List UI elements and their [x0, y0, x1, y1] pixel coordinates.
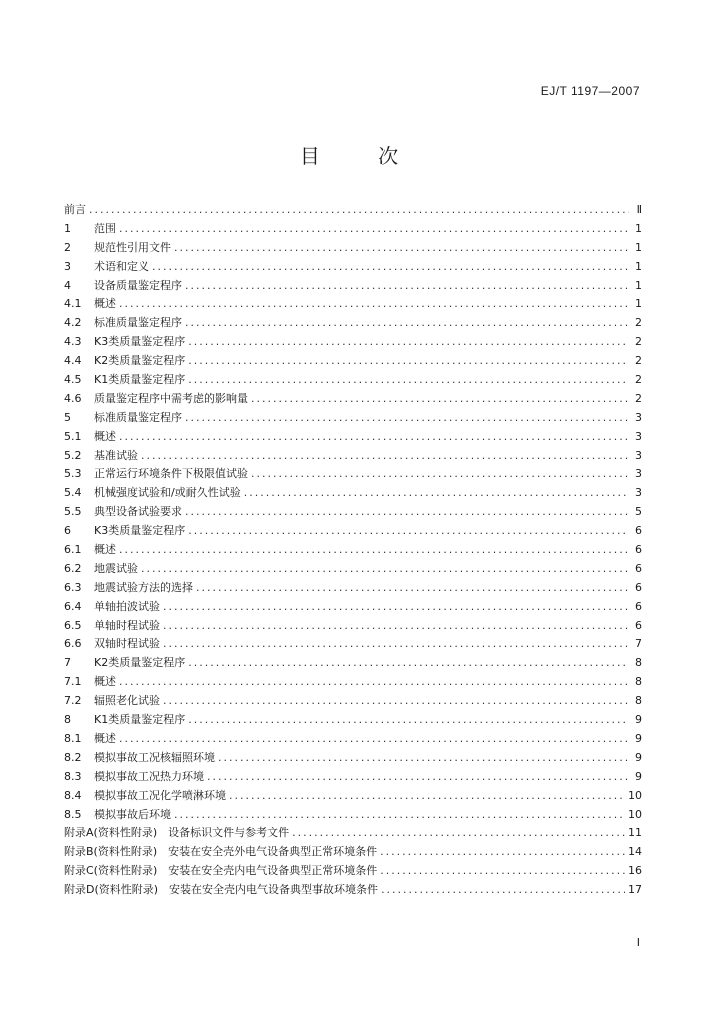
toc-entry-page: 6 — [635, 524, 642, 538]
toc-entry-page: 17 — [628, 883, 642, 897]
toc-entry-title: 模拟事故工况核辐照环境 — [94, 750, 215, 764]
toc-entry-page: 2 — [635, 316, 642, 330]
toc-leader-dots — [185, 277, 629, 296]
toc-entry-title: K1类质量鉴定程序 — [94, 713, 186, 727]
toc-leader-dots — [381, 881, 625, 900]
toc-entry[interactable] — [64, 711, 642, 730]
toc-leader-dots — [119, 220, 629, 239]
toc-entry[interactable] — [64, 522, 642, 541]
toc-entry-number: 5.3 — [64, 467, 82, 481]
toc-leader-dots — [163, 635, 629, 654]
toc-entry-page: 3 — [635, 467, 642, 481]
toc-leader-dots — [251, 465, 629, 484]
toc-entry-title: 单轴时程试验 — [94, 618, 160, 632]
toc-leader-dots — [163, 617, 629, 636]
toc-entry-title: 标准质量鉴定程序 — [94, 316, 182, 330]
toc-entry-number: 4.2 — [64, 316, 82, 330]
toc-entry-title: 设备质量鉴定程序 — [94, 278, 182, 292]
toc-entry-title: 地震试验方法的选择 — [94, 580, 193, 594]
toc-entry[interactable] — [64, 333, 642, 352]
toc-entry-number: 8.3 — [64, 769, 82, 783]
toc-entry[interactable] — [64, 277, 642, 296]
toc-entry-title: 附录A(资料性附录) 设备标识文件与参考文件 — [64, 826, 290, 840]
toc-leader-dots — [292, 824, 625, 843]
toc-entry-title: 概述 — [94, 297, 116, 311]
toc-entry-number: 2 — [64, 240, 71, 254]
toc-entry-page: 5 — [635, 505, 642, 519]
toc-entry-number: 5.4 — [64, 486, 82, 500]
toc-entry-title: 概述 — [94, 675, 116, 689]
toc-leader-dots — [119, 673, 629, 692]
toc-entry-title: 单轴拍波试验 — [94, 599, 160, 613]
toc-entry[interactable] — [64, 428, 642, 447]
toc-entry[interactable] — [64, 617, 642, 636]
toc-entry[interactable] — [64, 201, 642, 220]
toc-leader-dots — [119, 428, 629, 447]
toc-entry[interactable] — [64, 673, 642, 692]
toc-entry-title: K3类质量鉴定程序 — [94, 524, 186, 538]
toc-entry-page: 8 — [635, 675, 642, 689]
toc-entry-title: 范围 — [94, 221, 116, 235]
toc-entry[interactable] — [64, 239, 642, 258]
toc-entry-number: 4.1 — [64, 297, 82, 311]
toc-entry-number: 4.5 — [64, 373, 82, 387]
toc-leader-dots — [380, 862, 625, 881]
toc-entry[interactable] — [64, 503, 642, 522]
toc-leader-dots — [188, 522, 629, 541]
toc-leader-dots — [188, 654, 629, 673]
toc-entry-number: 8.1 — [64, 731, 82, 745]
toc-entry-page: 6 — [635, 580, 642, 594]
toc-entry-number: 5.5 — [64, 505, 82, 519]
toc-entry-number: 8.2 — [64, 750, 82, 764]
toc-entry-title: 地震试验 — [94, 561, 138, 575]
toc-entry-number: 7.1 — [64, 675, 82, 689]
toc-entry-number: 7.2 — [64, 694, 82, 708]
toc-entry-title: 模拟事故工况化学喷淋环境 — [94, 788, 226, 802]
toc-leader-dots — [119, 541, 629, 560]
toc-entry[interactable] — [64, 295, 642, 314]
toc-entry-page: 3 — [635, 486, 642, 500]
toc-leader-dots — [185, 503, 629, 522]
toc-entry[interactable] — [64, 768, 642, 787]
toc-leader-dots — [229, 787, 625, 806]
toc-leader-dots — [174, 806, 625, 825]
toc-entry-page: 1 — [635, 259, 642, 273]
toc-entry-page: 9 — [635, 750, 642, 764]
toc-leader-dots — [188, 371, 629, 390]
toc-leader-dots — [188, 352, 629, 371]
toc-entry-page: 2 — [635, 354, 642, 368]
toc-leader-dots — [141, 447, 629, 466]
toc-leader-dots — [152, 258, 629, 277]
page-title: 目 次 — [299, 144, 425, 168]
toc-entry-number: 6.5 — [64, 618, 82, 632]
toc-entry[interactable] — [64, 843, 642, 862]
toc-entry[interactable] — [64, 598, 642, 617]
toc-entry-number: 6.2 — [64, 561, 82, 575]
toc-entry-title: 模拟事故工况热力环境 — [94, 769, 204, 783]
toc-entry-page: 1 — [635, 221, 642, 235]
toc-leader-dots — [119, 730, 629, 749]
toc-entry[interactable] — [64, 220, 642, 239]
toc-entry-title: 双轴时程试验 — [94, 637, 160, 651]
toc-entry-page: 1 — [635, 278, 642, 292]
toc-entry[interactable] — [64, 314, 642, 333]
toc-entry[interactable] — [64, 635, 642, 654]
toc-entry-title: 质量鉴定程序中需考虑的影响量 — [94, 391, 248, 405]
toc-entry[interactable] — [64, 409, 642, 428]
toc-entry-title: 概述 — [94, 543, 116, 557]
toc-entry-number: 5.2 — [64, 448, 82, 462]
toc-entry[interactable] — [64, 806, 642, 825]
toc-entry[interactable] — [64, 258, 642, 277]
toc-entry-number: 8.5 — [64, 807, 82, 821]
toc-leader-dots — [163, 692, 629, 711]
toc-entry-title: 概述 — [94, 429, 116, 443]
toc-entry-number: 4.4 — [64, 354, 82, 368]
toc-entry[interactable] — [64, 352, 642, 371]
toc-entry-page: 3 — [635, 429, 642, 443]
toc-entry-number: 8.4 — [64, 788, 82, 802]
toc-leader-dots — [141, 560, 629, 579]
toc-entry[interactable] — [64, 560, 642, 579]
toc-entry[interactable] — [64, 371, 642, 390]
page-number: Ⅰ — [636, 937, 640, 949]
toc-entry-page: 14 — [628, 845, 642, 859]
toc-entry[interactable] — [64, 824, 642, 843]
toc-entry[interactable] — [64, 447, 642, 466]
toc-entry-number: 5 — [64, 410, 71, 424]
toc-entry-number: 6.1 — [64, 543, 82, 557]
toc-entry-number: 6.6 — [64, 637, 82, 651]
toc-entry-page: 9 — [635, 731, 642, 745]
toc-entry-title: 标准质量鉴定程序 — [94, 410, 182, 424]
toc-entry-page: 11 — [628, 826, 642, 840]
toc-entry-title: 术语和定义 — [94, 259, 149, 273]
toc-entry-number: 5.1 — [64, 429, 82, 443]
toc-entry-title: 附录C(资料性附录) 安装在安全壳内电气设备典型正常环境条件 — [64, 864, 378, 878]
toc-entry[interactable] — [64, 862, 642, 881]
toc-leader-dots — [244, 484, 629, 503]
toc-entry[interactable] — [64, 787, 642, 806]
toc-entry[interactable] — [64, 465, 642, 484]
toc-entry-page: 6 — [635, 599, 642, 613]
toc-leader-dots — [196, 579, 629, 598]
toc-entry-number: 6.3 — [64, 580, 82, 594]
toc-entry-page: 2 — [635, 391, 642, 405]
toc-entry[interactable] — [64, 692, 642, 711]
toc-entry-number: 4 — [64, 278, 71, 292]
toc-entry-number: 7 — [64, 656, 71, 670]
toc-entry-page: 9 — [635, 713, 642, 727]
toc-entry-number: 4.3 — [64, 335, 82, 349]
toc-entry[interactable] — [64, 730, 642, 749]
toc-entry-page: 1 — [635, 297, 642, 311]
toc-entry-title: K2类质量鉴定程序 — [94, 354, 186, 368]
toc-leader-dots — [119, 295, 629, 314]
toc-entry-title: 概述 — [94, 731, 116, 745]
toc-entry[interactable] — [64, 749, 642, 768]
toc-entry-number: 3 — [64, 259, 71, 273]
toc-leader-dots — [207, 768, 629, 787]
toc-leader-dots — [174, 239, 629, 258]
toc-leader-dots — [163, 598, 629, 617]
toc-entry-title: K3类质量鉴定程序 — [94, 335, 186, 349]
document-code: EJ/T 1197—2007 — [540, 84, 640, 98]
toc-leader-dots — [218, 749, 629, 768]
toc-entry-page: 6 — [635, 543, 642, 557]
toc-entry-page: 9 — [635, 769, 642, 783]
toc-entry-page: 16 — [628, 864, 642, 878]
toc-entry-title: K2类质量鉴定程序 — [94, 656, 186, 670]
toc-entry-page: 8 — [635, 694, 642, 708]
toc-entry-title: 附录B(资料性附录) 安装在安全壳外电气设备典型正常环境条件 — [64, 845, 378, 859]
toc-entry-title: 规范性引用文件 — [94, 240, 171, 254]
toc-entry-title: 基准试验 — [94, 448, 138, 462]
toc-entry-number: 4.6 — [64, 391, 82, 405]
toc-entry-page: 6 — [635, 618, 642, 632]
toc-entry-page: 10 — [628, 788, 642, 802]
toc-entry-title: 机械强度试验和/或耐久性试验 — [94, 486, 241, 500]
toc-entry-title: K1类质量鉴定程序 — [94, 373, 186, 387]
toc-entry-title: 正常运行环境条件下极限值试验 — [94, 467, 248, 481]
toc-entry-title: 辐照老化试验 — [94, 694, 160, 708]
toc-entry-number: 8 — [64, 713, 71, 727]
toc-leader-dots — [380, 843, 625, 862]
toc-entry-number: 1 — [64, 221, 71, 235]
toc-entry-title: 模拟事故后环境 — [94, 807, 171, 821]
toc-entry[interactable] — [64, 654, 642, 673]
toc-entry-page: 1 — [635, 240, 642, 254]
toc-entry[interactable] — [64, 390, 642, 409]
toc-entry-number: 6 — [64, 524, 71, 538]
toc-entry[interactable] — [64, 541, 642, 560]
toc-entry-page: Ⅱ — [636, 203, 642, 216]
toc-entry[interactable] — [64, 484, 642, 503]
toc-entry[interactable] — [64, 579, 642, 598]
toc-entry-title: 附录D(资料性附录) 安装在安全壳内电气设备典型事故环境条件 — [64, 883, 379, 897]
toc-entry[interactable] — [64, 881, 642, 900]
toc-entry-page: 8 — [635, 656, 642, 670]
toc-entry-number: 6.4 — [64, 599, 82, 613]
toc-leader-dots — [251, 390, 629, 409]
toc-leader-dots — [185, 314, 629, 333]
toc-entry-page: 2 — [635, 373, 642, 387]
toc-leader-dots — [89, 201, 629, 220]
toc-entry-page: 6 — [635, 561, 642, 575]
toc-entry-page: 3 — [635, 448, 642, 462]
toc-entry-title: 典型设备试验要求 — [94, 505, 182, 519]
toc-entry-page: 7 — [635, 637, 642, 651]
toc-leader-dots — [188, 711, 629, 730]
toc-entry-page: 2 — [635, 335, 642, 349]
toc-leader-dots — [188, 333, 629, 352]
table-of-contents — [64, 201, 642, 900]
toc-leader-dots — [185, 409, 629, 428]
toc-entry-page: 10 — [628, 807, 642, 821]
toc-entry-page: 3 — [635, 410, 642, 424]
toc-entry-title: 前言 — [64, 203, 86, 216]
